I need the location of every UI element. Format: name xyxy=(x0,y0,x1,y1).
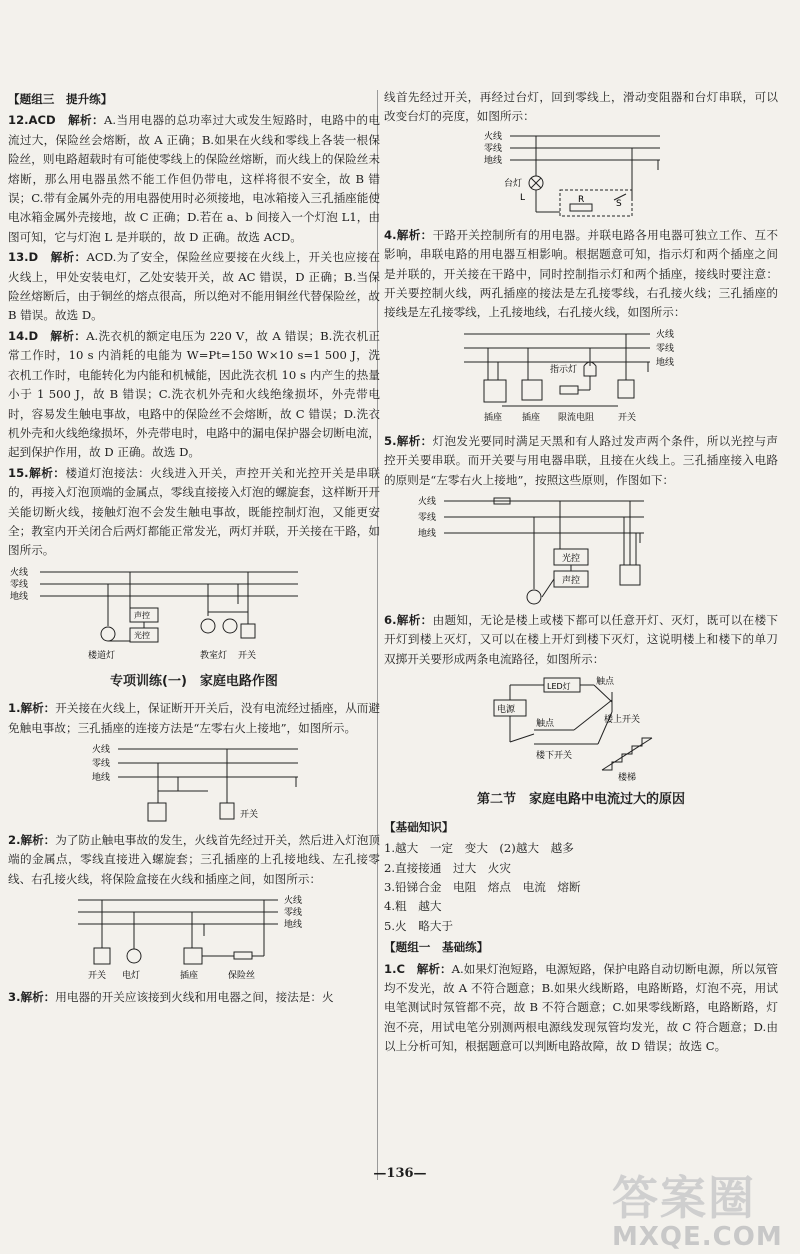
q14-answer: D xyxy=(28,328,39,343)
answer-s6 xyxy=(384,611,778,669)
basic-knowledge-list xyxy=(384,839,778,936)
group1-heading: 【题组一 基础练】 xyxy=(384,940,489,955)
s3-L-label: L xyxy=(520,192,526,203)
circuit-diagram-s5 xyxy=(384,493,684,607)
s6-tag: 解析： xyxy=(396,613,433,628)
s3-ground-label: 地线 xyxy=(484,155,503,166)
s6-contact2-label: 触点 xyxy=(536,719,555,730)
page-number: —136— xyxy=(373,1166,427,1181)
q13-number: 13. xyxy=(8,250,29,265)
s4-live-label: 火线 xyxy=(656,329,675,340)
s2-socket-label: 插座 xyxy=(180,971,199,982)
circuit-figure-s1 xyxy=(8,741,380,827)
s5-sound-label: 声控 xyxy=(562,576,581,587)
s5-live-label: 火线 xyxy=(418,497,437,508)
s2-lamp-label: 电灯 xyxy=(122,971,141,982)
s4-tag: 解析： xyxy=(396,227,433,242)
section2-title: 第二节 家庭电路中电流过大的原因 xyxy=(476,792,685,808)
answer-s2 xyxy=(8,831,380,889)
answer-s5 xyxy=(384,432,778,490)
circuit-figure-15 xyxy=(8,564,380,664)
answer-q14 xyxy=(8,327,380,463)
s5-text: 灯泡发光要同时满足天黑和有人路过发声两个条件，所以光控与声控开关要串联。而开关要与用电器串联，且接在火线上。三孔插座接入电路的原则是“左零右火上接地”，按照这些原则，作图如下： xyxy=(384,433,778,487)
s1-number: 1. xyxy=(8,701,21,716)
s3-lamp-label: 台灯 xyxy=(504,178,523,189)
basic-item: 4.粗 越大 xyxy=(384,899,442,914)
q14-tag: 解析： xyxy=(50,328,87,343)
answer-s3-continued: 线首先经过开关，再经过台灯，回到零线上，滑动变阻器和台灯串联，可以改变台灯的亮度，如图所示： xyxy=(384,90,778,124)
q1-number: 1. xyxy=(384,961,397,976)
circuit-diagram-s6 xyxy=(384,672,684,782)
answer-q1 xyxy=(384,960,778,1057)
q12-text: A.当用电器的总功率过大或发生短路时，电路中的电流过大，保险丝会熔断，故 A 正确；B.如果在火线和零线上各装一根保险丝，则电路超载时有可能使零线上的保险丝熔断，而火线上的保险丝未熔断，那么用电器虽然不能工作但仍带电，这样将很不安全，故 B 错误；C.带有金属外壳的用电器使用时必须接地，电冰箱接入三孔插座能使电冰箱金属外壳接地，故 C 正确；D.若在 a、b 间接入一个灯泡 L1，由图可知，它与灯泡 L 是并联的，故 D 正确。故选 ACD。 xyxy=(8,113,380,244)
s1-text: 开关接在火线上，保证断开开关后，没有电流经过插座，从而避免触电事故；三孔插座的连接方法是“左零右火上接地”，如图所示。 xyxy=(8,701,380,735)
s2-number: 2. xyxy=(8,832,21,847)
s6-power-label: 电源 xyxy=(497,705,516,716)
s1-ground-label: 地线 xyxy=(92,772,111,783)
s2-text: 为了防止触电事故的发生，火线首先经过开关，然后进入灯泡顶端的金属点，零线直接进入螺旋套；三孔插座的上孔接地线、左孔接零线、右孔接火线，将保险盒接在火线和插座之间，如图所示： xyxy=(8,832,380,886)
q12-answer: ACD xyxy=(28,113,56,128)
q15-tag: 解析： xyxy=(28,465,66,480)
circuit-diagram-s2 xyxy=(8,892,308,984)
s4-socket1-label: 插座 xyxy=(484,412,503,423)
left-column xyxy=(8,88,380,1009)
q1-text: A.如果灯泡短路，电源短路，保护电路自动切断电源，所以氖管均不发光，故 A 不符合题意；B.如果火线断路，电路断路，灯泡不亮，用试电笔测试时氖管都不亮，故 B 不符合题意；C.如果零线断路，电路断路，灯泡不亮，用试电笔分别测两根电源线发现氖管均发光，故 C 符合题意；D.由以上分析可知，根据题意可以判断电路故障，故 D 错误；故选 C。 xyxy=(384,961,778,1054)
s4-text: 干路开关控制所有的用电器。并联电路各用电器可独立工作、互不影响，串联电路的用电器互相影响。根据题意可知，指示灯和两个插座之间是并联的，开关接在干路中，同时控制指示灯和两个插座，接线时要注意：开关要控制火线，两孔插座的接法是左孔接零线，右孔接火线；三孔插座的接线是左孔接零线，上孔接地线，右孔接火线，如图所示： xyxy=(384,227,778,320)
s4-indicator-label: 指示灯 xyxy=(550,364,578,375)
s2-tag: 解析： xyxy=(20,832,56,847)
answer-s1 xyxy=(8,699,380,738)
s4-resistor-label: 限流电阻 xyxy=(558,412,595,423)
s1-live-label: 火线 xyxy=(92,744,111,755)
fig15-sound-label: 声控 xyxy=(134,610,150,620)
circuit-diagram-15 xyxy=(8,564,308,664)
circuit-diagram-s1 xyxy=(8,741,308,827)
basic-knowledge-heading: 【基础知识】 xyxy=(384,819,454,834)
s5-neutral-label: 零线 xyxy=(418,513,437,524)
s1-switch-label: 开关 xyxy=(240,809,259,820)
s4-switch-label: 开关 xyxy=(618,412,637,423)
s6-up-switch-label: 楼上开关 xyxy=(604,715,641,726)
q15-text: 楼道灯泡接法：火线进入开关，声控开关和光控开关是串联的，再接入灯泡顶端的金属点，零线直接接入灯泡的螺旋套，这样断开开关能切断火线，接触灯泡不会发生触电事故，既能控制灯泡，又能更安全；教室内开关闭合后两灯都能正常发光，两灯并联，开关接在干路，如图所示。 xyxy=(8,465,380,558)
q13-text: ACD.为了安全，保险丝应要接在火线上，开关也应接在火线上，甲处安装电灯，乙处安装开关，故 AC 错误，D 正确；B.当保险丝熔断后，由于铜丝的熔点很高，所以绝对不能用铜丝代替保险丝，故 B 错误。故选 D。 xyxy=(8,250,380,323)
circuit-figure-s4 xyxy=(384,326,778,428)
watermark-line1: 答案圈 xyxy=(612,1171,756,1225)
s5-number: 5. xyxy=(384,433,397,448)
s2-fuse-label: 保险丝 xyxy=(228,971,256,982)
fig15-class-label: 教室灯 xyxy=(200,650,228,661)
s3-S-label: S xyxy=(616,198,622,209)
s3-text: 用电器的开关应该接到火线和用电器之间，接法是：火 xyxy=(55,990,334,1005)
s4-socket2-label: 插座 xyxy=(522,412,541,423)
s3-neutral-label: 零线 xyxy=(484,143,503,154)
special-training-title: 专项训练(一) 家庭电路作图 xyxy=(110,673,278,689)
s6-led-label: LED灯 xyxy=(547,682,571,692)
circuit-figure-s5 xyxy=(384,493,778,607)
fig15-ground-label: 地线 xyxy=(10,591,29,602)
watermark-line2: MXQE.COM xyxy=(612,1222,783,1252)
s3-number: 3. xyxy=(8,990,21,1005)
circuit-diagram-s3 xyxy=(384,130,684,222)
s4-ground-label: 地线 xyxy=(656,357,675,368)
circuit-figure-s6 xyxy=(384,672,778,782)
q13-answer: D xyxy=(28,250,39,265)
s4-number: 4. xyxy=(384,227,397,242)
s3-R-label: R xyxy=(578,194,585,205)
basic-item: 5.火 略大于 xyxy=(384,918,454,933)
circuit-diagram-s4 xyxy=(384,326,684,428)
answer-q15 xyxy=(8,464,380,561)
answer-s4 xyxy=(384,226,778,323)
circuit-figure-s2 xyxy=(8,892,380,984)
answer-s3 xyxy=(8,988,380,1007)
q15-number: 15. xyxy=(8,465,29,480)
s4-neutral-label: 零线 xyxy=(656,343,675,354)
fig15-light-label: 光控 xyxy=(134,630,150,640)
q1-tag: 解析： xyxy=(416,961,452,976)
fig15-stair-label: 楼道灯 xyxy=(88,650,116,661)
watermark-logo xyxy=(612,1162,792,1252)
q13-tag: 解析： xyxy=(50,250,87,265)
s6-down-switch-label: 楼下开关 xyxy=(536,751,573,762)
q14-text: A.洗衣机的额定电压为 220 V，故 A 错误；B.洗衣机正常工作时，10 s 内消耗的电能为 W=Pt=150 W×10 s=1 500 J，洗衣机工作时，电能转化为内能和机械能，因此洗衣机 10 s 内产生的热量小于 1 500 J，故 B 错误；C.洗衣机外壳和火线绝缘损坏，外壳带电时，容易发生触电事故，电路中的保险丝不会熔断，故 C 错误；D.洗衣机外壳和火线绝缘损坏，外壳带电时，电路中的漏电保护器会切断电流，起到保护作用，故 D 正确。故选 D。 xyxy=(8,328,380,460)
q12-number: 12. xyxy=(8,113,29,128)
answer-q13 xyxy=(8,248,380,326)
s6-contact1-label: 触点 xyxy=(596,677,615,688)
s5-ground-label: 地线 xyxy=(418,529,437,540)
s1-tag: 解析： xyxy=(20,701,56,716)
fig15-switch-label: 开关 xyxy=(238,650,257,661)
basic-item: 3.铅锑合金 电阻 熔点 电流 熔断 xyxy=(384,879,581,894)
s6-text: 由题知，无论是楼上或楼下都可以任意开灯、灭灯，既可以在楼下开灯到楼上灭灯，又可以在楼上开灯到楼下灭灯，这说明楼上和楼下的单刀双掷开关要形成两条电流路径，如图所示： xyxy=(384,613,778,666)
right-column xyxy=(384,88,778,1058)
q12-tag: 解析： xyxy=(68,113,105,128)
s2-ground-label: 地线 xyxy=(284,920,303,931)
s2-switch-label: 开关 xyxy=(88,971,107,982)
group3-heading: 【题组三 提升练】 xyxy=(8,92,113,106)
circuit-figure-s3 xyxy=(384,130,778,222)
s5-tag: 解析： xyxy=(396,433,433,448)
q14-number: 14. xyxy=(8,328,29,343)
fig15-neutral-label: 零线 xyxy=(10,579,29,590)
s2-live-label: 火线 xyxy=(284,896,303,907)
fig15-live-label: 火线 xyxy=(10,567,29,578)
s6-number: 6. xyxy=(384,613,397,628)
basic-item: 2.直接接通 过大 火灾 xyxy=(384,860,511,875)
s5-light-label: 光控 xyxy=(562,554,581,565)
s2-neutral-label: 零线 xyxy=(284,908,303,919)
s3-tag: 解析： xyxy=(20,990,56,1005)
basic-item: 1.越大 一定 变大 (2)越大 越多 xyxy=(384,841,574,856)
s6-stairs-label: 楼梯 xyxy=(618,773,637,783)
answer-q12 xyxy=(8,111,380,247)
s1-neutral-label: 零线 xyxy=(92,758,111,769)
q1-answer: C xyxy=(396,961,405,976)
s3-live-label: 火线 xyxy=(484,131,503,142)
